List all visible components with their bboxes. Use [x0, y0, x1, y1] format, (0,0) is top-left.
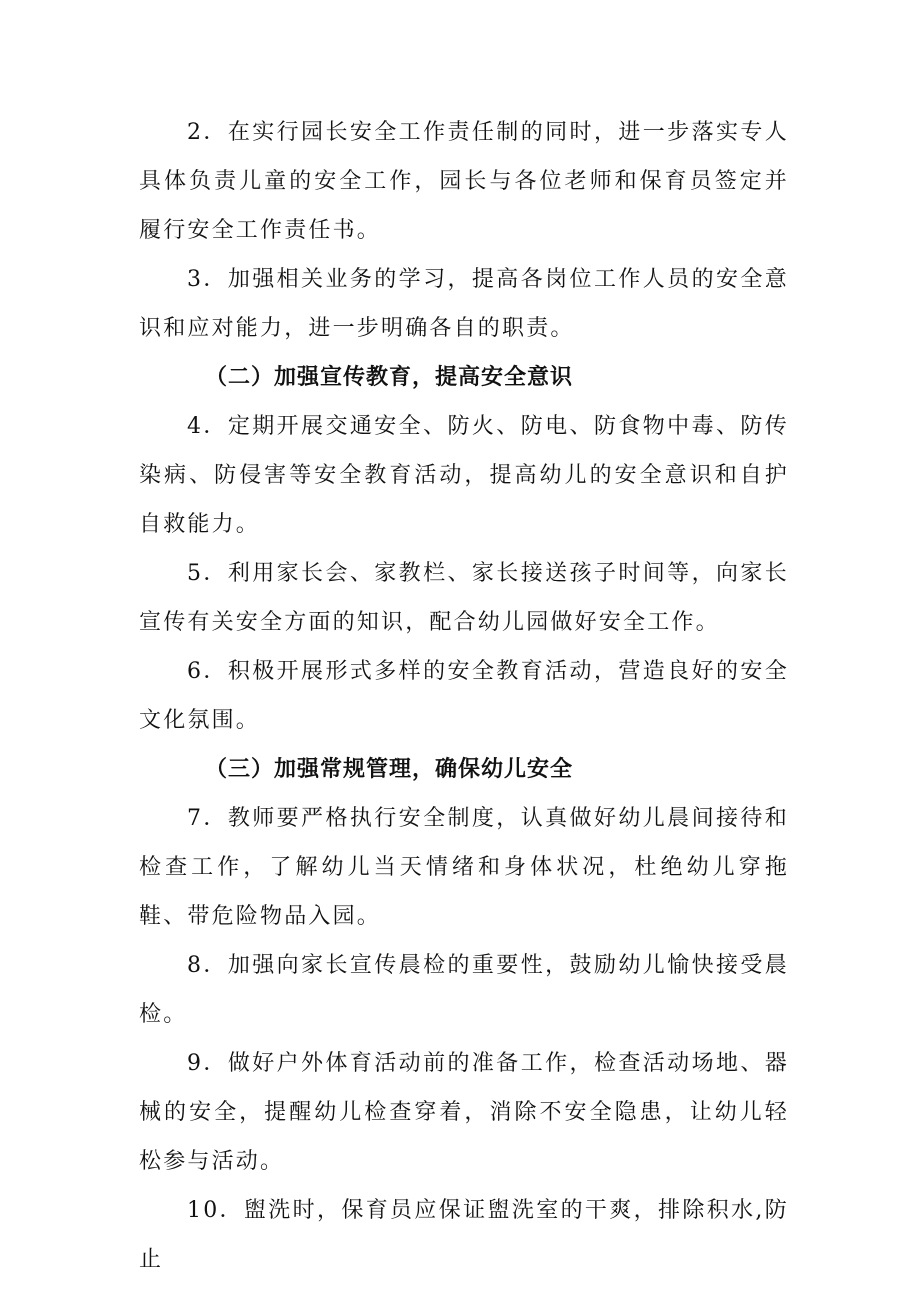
paragraph-item-6: 6．积极开展形式多样的安全教育活动，营造良好的安全文化氛围。 [139, 659, 789, 733]
paragraph-item-8: 8．加强向家长宣传晨检的重要性，鼓励幼儿愉快接受晨检。 [139, 953, 789, 1027]
section-heading-3: （三）加强常规管理，确保幼儿安全 [205, 756, 574, 782]
section-heading-2: （二）加强宣传教育，提高安全意识 [205, 364, 574, 390]
paragraph-item-5: 5．利用家长会、家教栏、家长接送孩子时间等，向家长宣传有关安全方面的知识，配合幼儿园做好安全工作。 [139, 561, 789, 635]
paragraph-item-10: 10．盥洗时，保育员应保证盥洗室的干爽，排除积水,防止 [139, 1198, 789, 1272]
paragraph-item-7: 7．教师要严格执行安全制度，认真做好幼儿晨间接待和检查工作，了解幼儿当天情绪和身体状况，杜绝幼儿穿拖鞋、带危险物品入园。 [139, 806, 789, 929]
paragraph-item-2: 2．在实行园长安全工作责任制的同时，进一步落实专人具体负责儿童的安全工作，园长与各位老师和保育员签定并履行安全工作责任书。 [139, 120, 789, 243]
document-body [139, 108, 789, 1284]
paragraph-item-3: 3．加强相关业务的学习，提高各岗位工作人员的安全意识和应对能力，进一步明确各自的职责。 [139, 267, 789, 341]
paragraph-item-9: 9．做好户外体育活动前的准备工作，检查活动场地、器械的安全，提醒幼儿检查穿着，消除不安全隐患，让幼儿轻松参与活动。 [139, 1051, 789, 1174]
paragraph-item-4: 4．定期开展交通安全、防火、防电、防食物中毒、防传染病、防侵害等安全教育活动，提高幼儿的安全意识和自护自救能力。 [139, 414, 789, 537]
